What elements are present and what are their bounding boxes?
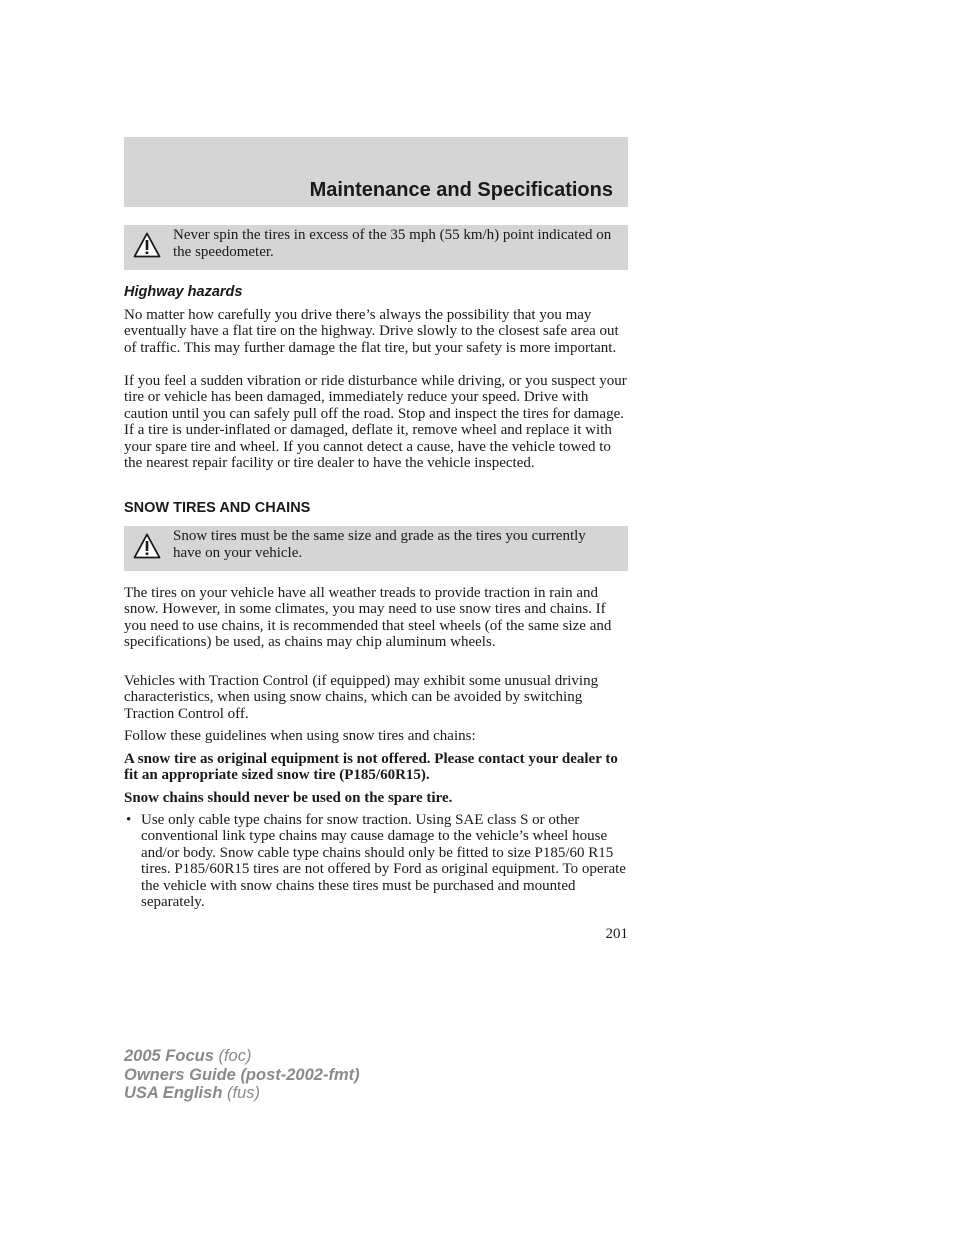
footer-line-3 bbox=[124, 1084, 360, 1103]
bullet-marker: • bbox=[126, 812, 132, 828]
warning-box-tire-spin bbox=[124, 225, 628, 270]
bullet-item-cable-chains bbox=[124, 812, 628, 910]
snow-bold-notice-1 bbox=[124, 751, 628, 784]
footer-model-code: (foc) bbox=[213, 1047, 252, 1065]
footer-line-2 bbox=[124, 1066, 360, 1085]
paragraph-text: Snow chains should never be used on the spare tire. bbox=[124, 790, 453, 806]
snow-paragraph-2 bbox=[124, 673, 628, 722]
warning-text: Snow tires must be the same size and grade as the tires you currently have on your vehicle. bbox=[173, 528, 586, 561]
warning-text: Never spin the tires in excess of the 35 mph (55 km/h) point indicated on the speedometer. bbox=[173, 227, 612, 260]
highway-paragraph-1 bbox=[124, 307, 628, 356]
paragraph-text: A snow tire as original equipment is not offered. Please contact your dealer to fit an appropriate sized snow tire (P185/60R15). bbox=[124, 751, 618, 784]
footer-model: 2005 Focus bbox=[124, 1047, 214, 1065]
paragraph-text: If you feel a sudden vibration or ride disturbance while driving, or you suspect your tire or vehicle has been damaged, immediately reduce your speed. Drive with caution until you can safely pull off the road. Stop and inspect the tires for damage. If a tire is under-inflated or damaged, deflate it, remove wheel and replace it with your spare tire and wheel. If you cannot detect a cause, have the vehicle towed to the nearest repair facility or tire dealer to have the vehicle inspected. bbox=[124, 373, 627, 472]
footer-line-1 bbox=[124, 1047, 360, 1066]
page-number: 201 bbox=[605, 926, 628, 942]
footer-guide: Owners Guide (post-2002-fmt) bbox=[124, 1065, 360, 1084]
bullet-text: Use only cable type chains for snow traction. Using SAE class S or other conventional link type chains may cause damage to the vehicle’s wheel house and/or body. Snow cable type chains should only be fitted to size P185/60 R15 tires. P185/60R15 tires are not offered by Ford as original equipment. To operate the vehicle with snow chains these tires must be purchased and mounted separately. bbox=[141, 812, 626, 911]
snow-paragraph-3 bbox=[124, 728, 628, 744]
paragraph-text: The tires on your vehicle have all weather treads to provide traction in rain and snow. However, in some climates, you may need to use snow tires and chains. If you need to use chains, it is recommended that steel wheels (of the same size and specifications) be used, as chains may chip aluminum wheels. bbox=[124, 585, 612, 651]
footer-language: USA English bbox=[124, 1084, 223, 1102]
highway-paragraph-2 bbox=[124, 373, 628, 471]
heading-highway-hazards: Highway hazards bbox=[124, 284, 243, 300]
section-title: Maintenance and Specifications bbox=[309, 179, 613, 201]
paragraph-text: No matter how carefully you drive there’s always the possibility that you may eventually have a flat tire on the highway. Drive slowly to the closest safe area out of traffic. This may further damage the flat tire, but your safety is more important. bbox=[124, 307, 619, 356]
section-header-band bbox=[124, 137, 628, 207]
paragraph-text: Follow these guidelines when using snow tires and chains: bbox=[124, 728, 476, 744]
paragraph-text: Vehicles with Traction Control (if equipped) may exhibit some unusual driving characteristics, when using snow chains, which can be avoided by switching Traction Control off. bbox=[124, 673, 599, 722]
document-footer bbox=[124, 1047, 360, 1103]
heading-snow-tires-and-chains: SNOW TIRES AND CHAINS bbox=[124, 500, 311, 516]
warning-box-snow-tires bbox=[124, 526, 628, 571]
snow-paragraph-1 bbox=[124, 585, 628, 651]
warning-triangle-icon bbox=[133, 533, 161, 559]
snow-bold-notice-2 bbox=[124, 790, 628, 806]
warning-triangle-icon bbox=[133, 232, 161, 258]
footer-language-code: (fus) bbox=[222, 1084, 260, 1102]
